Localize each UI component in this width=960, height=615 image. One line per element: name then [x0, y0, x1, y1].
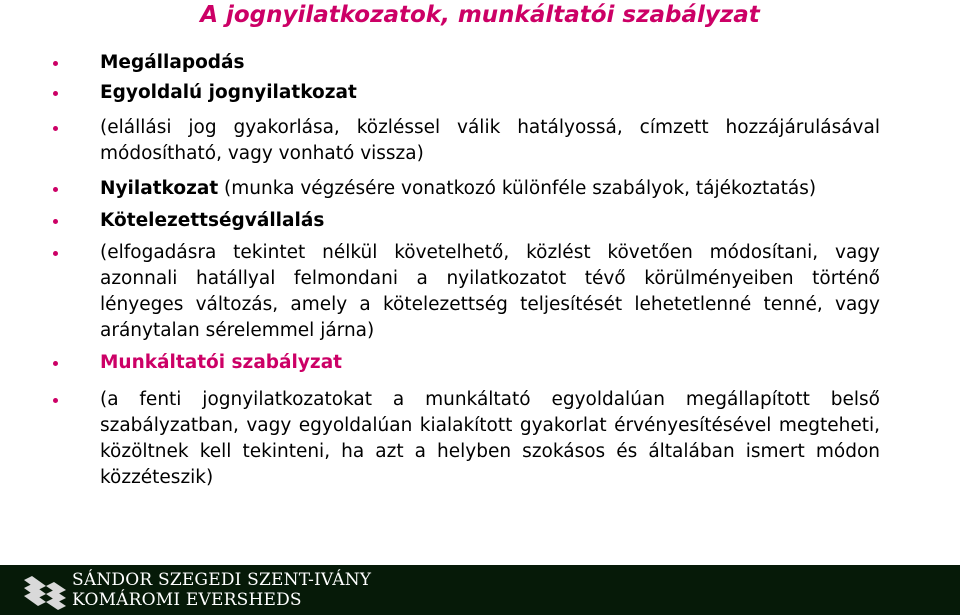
- list-item-elallasi-jog: (elállási jog gyakorlása, közléssel válik hatályossá, címzett hozzájárulásával módosítható, vagy vonható vissza): [0, 115, 960, 167]
- firm-logo-icon: [22, 574, 68, 610]
- list-item-megallapodas: Megállapodás: [0, 50, 960, 76]
- list-item-egyoldalu-jognyilatkozat: Egyoldalú jognyilatkozat: [0, 80, 960, 106]
- list-item-elfogadasra: (elfogadásra tekintet nélkül követelhető, közlést követően módosítani, vagy azonnali hatállyal felmondani a nyilatkozatot tévő körülményeiben történő lényeges változás, amely a kötelezettség teljesítését lehetetlenné tenné, vagy aránytalan sérelemmel járna): [0, 240, 960, 344]
- firm-name: [72, 570, 371, 610]
- footer-bar: [0, 565, 960, 615]
- firm-name-line-1: SÁNDOR SZEGEDI SZENT-IVÁNY: [72, 570, 372, 590]
- list-item-nyilatkozat: [0, 176, 960, 202]
- list-item-munkaltatoi-szabalyzat: Munkáltatói szabályzat: [0, 350, 960, 376]
- slide-title: A jognyilatkozatok, munkáltatói szabályzat: [200, 2, 760, 28]
- bullet-list: [0, 50, 960, 491]
- nyilatkozat-term: Nyilatkozat: [100, 178, 219, 199]
- firm-name-line-2: KOMÁROMI EVERSHEDS: [72, 590, 302, 610]
- list-item-kotelezettsegvallalas: Kötelezettségvállalás: [0, 208, 960, 234]
- list-item-fenti-jognyilatkozatok: (a fenti jognyilatkozatokat a munkáltató egyoldalúan megállapított belső szabályzatban, vagy egyoldalúan kialakított gyakorlat érvényesítésével megteheti, közöltnek kell tekinteni, ha azt a helyben szokásos és általában ismert módon közzéteszik): [0, 387, 960, 491]
- nyilatkozat-description: (munka végzésére vonatkozó különféle szabályok, tájékoztatás): [218, 178, 817, 199]
